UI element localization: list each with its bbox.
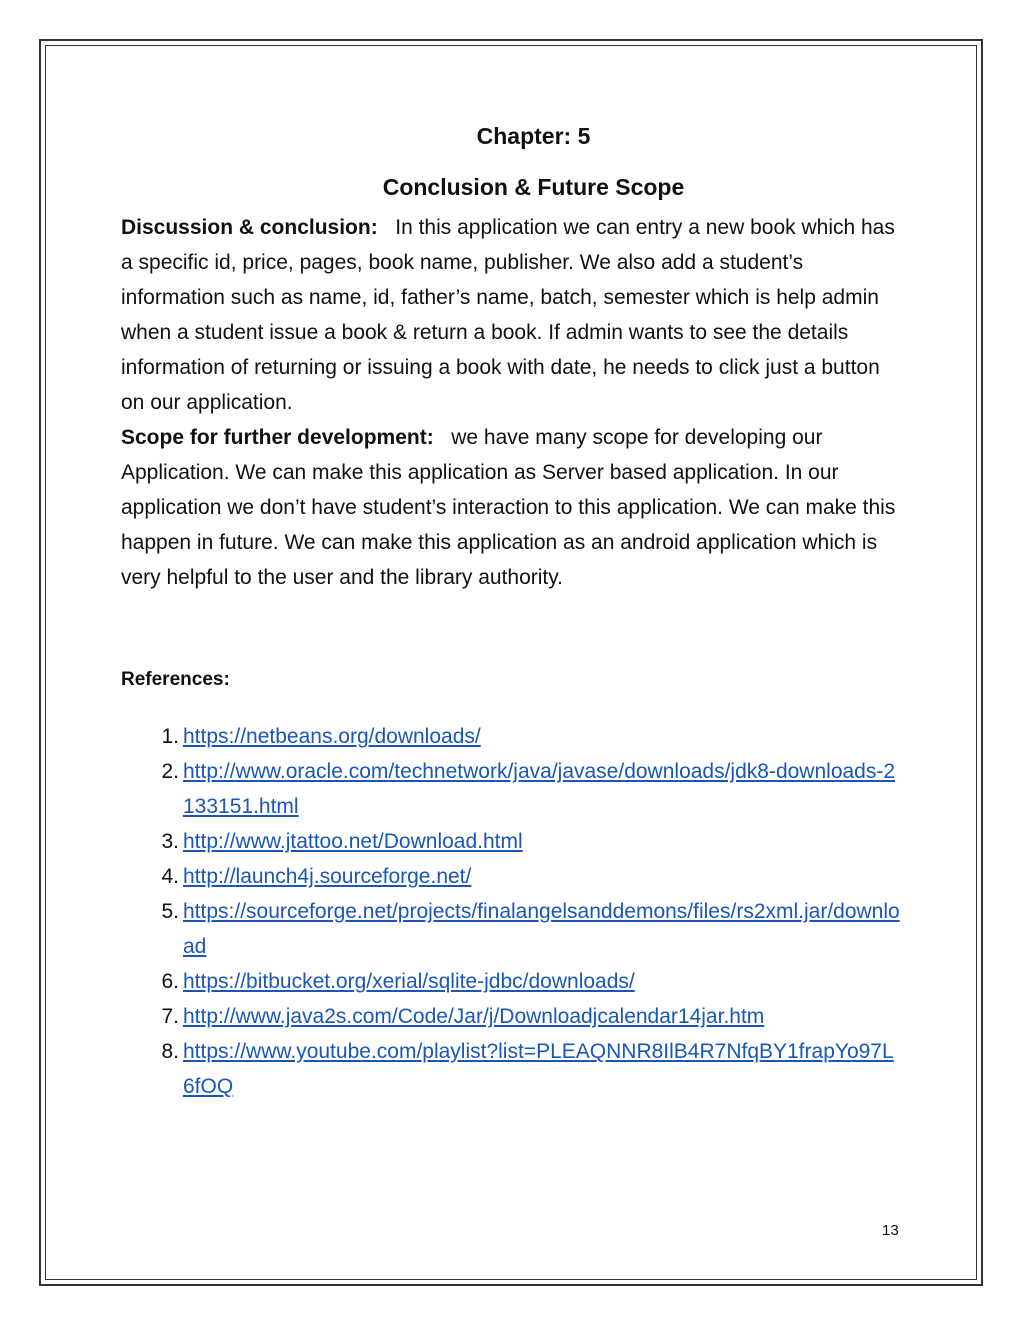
- reference-item: [121, 754, 906, 824]
- reference-number: 6.: [161, 970, 179, 993]
- page-number: 13: [882, 1222, 899, 1239]
- reference-link[interactable]: https://sourceforge.net/projects/finalangelsanddemons/files/rs2xml.jar/download: [183, 900, 900, 958]
- reference-item: [121, 824, 906, 859]
- reference-number: 5.: [161, 900, 179, 923]
- reference-link[interactable]: http://www.java2s.com/Code/Jar/j/Downloadjcalendar14jar.htm: [183, 1005, 765, 1028]
- reference-item: [121, 964, 906, 999]
- reference-item: [121, 894, 906, 964]
- reference-item: [121, 999, 906, 1034]
- discussion-text: In this application we can entry a new book which has a specific id, price, pages, book name, publisher. We also add a student’s information such as name, id, father’s name, batch, semester which is help admin when a student issue a book & return a book. If admin wants to see the details information of returning or issuing a book with date, he needs to click just a button on our application.: [121, 216, 895, 414]
- reference-number: 4.: [161, 865, 179, 888]
- references-list: [121, 719, 906, 1104]
- reference-item: [121, 859, 906, 894]
- page-content: [121, 120, 906, 1104]
- reference-link[interactable]: https://netbeans.org/downloads/: [183, 725, 481, 748]
- reference-number: 1.: [161, 725, 179, 748]
- reference-number: 3.: [161, 830, 179, 853]
- reference-number: 2.: [161, 760, 179, 783]
- discussion-paragraph: [121, 210, 906, 420]
- references-heading: References:: [121, 669, 230, 690]
- reference-item: [121, 719, 906, 754]
- reference-number: 7.: [161, 1005, 179, 1028]
- reference-item: [121, 1034, 906, 1104]
- reference-link[interactable]: https://bitbucket.org/xerial/sqlite-jdbc/downloads/: [183, 970, 635, 993]
- scope-text: we have many scope for developing our Application. We can make this application as Server based application. In our application we don’t have student’s interaction to this application. We can make this happen in future. We can make this application as an android application which is very helpful to the user and the library authority.: [121, 426, 896, 589]
- chapter-title-heading: Conclusion & Future Scope: [382, 174, 685, 200]
- discussion-label: Discussion & conclusion:: [121, 216, 378, 239]
- reference-link[interactable]: https://www.youtube.com/playlist?list=PLEAQNNR8IlB4R7NfqBY1frapYo97L6fOQ: [183, 1040, 894, 1098]
- reference-link[interactable]: http://www.oracle.com/technetwork/java/javase/downloads/jdk8-downloads-2133151.html: [183, 760, 896, 818]
- reference-number: 8.: [161, 1040, 179, 1063]
- scope-paragraph: [121, 420, 906, 595]
- reference-link[interactable]: http://www.jtattoo.net/Download.html: [183, 830, 523, 853]
- chapter-number-heading: Chapter: 5: [476, 123, 591, 149]
- reference-link[interactable]: http://launch4j.sourceforge.net/: [183, 865, 472, 888]
- scope-label: Scope for further development:: [121, 426, 434, 449]
